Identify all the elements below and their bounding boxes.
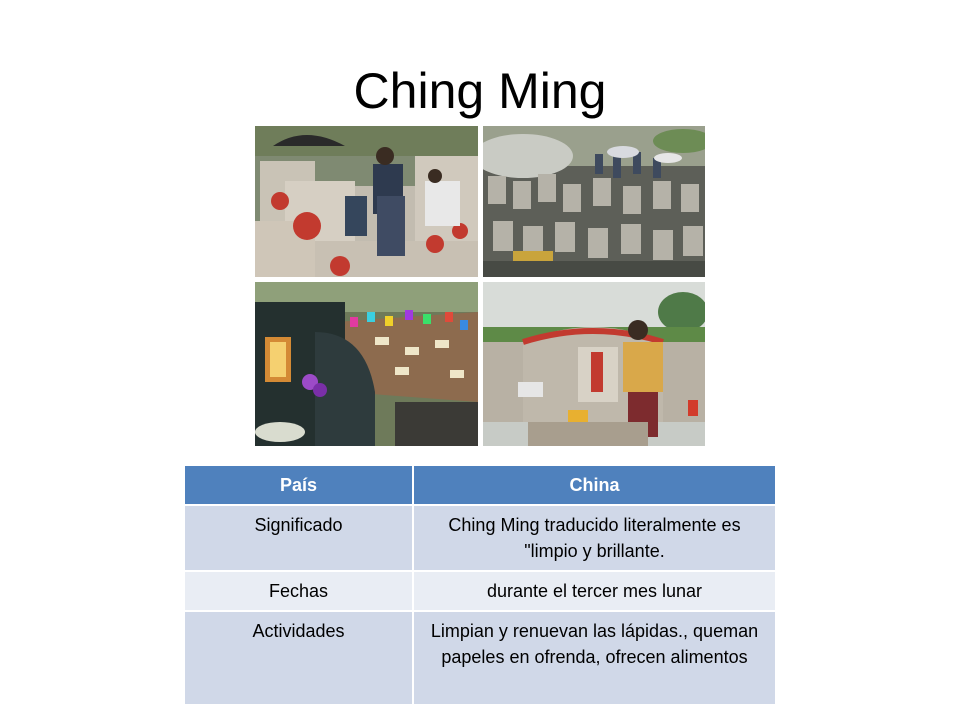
table-row [185, 571, 775, 611]
info-table [185, 466, 775, 704]
photo-woman-at-grave [483, 282, 705, 446]
table-row [185, 611, 775, 704]
header-pais: País [185, 466, 413, 505]
row-label: Actividades [185, 611, 413, 704]
table-row [185, 505, 775, 571]
header-china: China [413, 466, 775, 505]
row-label: Significado [185, 505, 413, 571]
photo-grave-offerings-flags [255, 282, 478, 446]
row-value: durante el tercer mes lunar [413, 571, 775, 611]
row-label: Fechas [185, 571, 413, 611]
slide-title: Ching Ming [353, 63, 607, 119]
photo-hillside-cemetery-crowd [483, 126, 705, 277]
row-value: Ching Ming traducido literalmente es "limpio y brillante. [413, 505, 775, 571]
table-header-row [185, 466, 775, 505]
row-value: Limpian y renuevan las lápidas., queman papeles en ofrenda, ofrecen alimentos [413, 611, 775, 704]
photo-cemetery-visitors-umbrella [255, 126, 478, 277]
